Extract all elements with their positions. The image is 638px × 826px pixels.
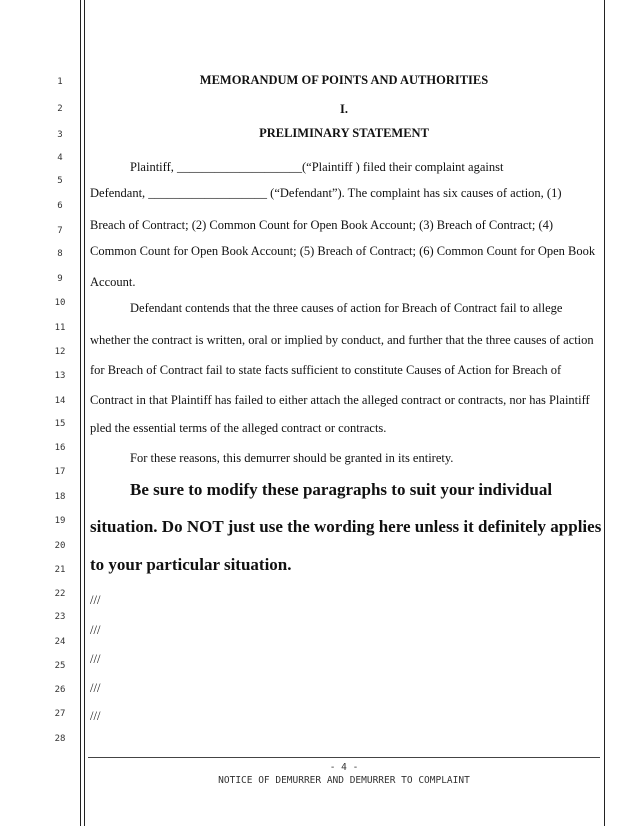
paragraph-line: Defendant contends that the three causes of action for Breach of Contract fail to allege (130, 301, 563, 315)
slash-line: /// (90, 623, 101, 637)
instruction-note-line: Be sure to modify these paragraphs to suit your individual (130, 480, 553, 499)
slash-line: /// (90, 709, 101, 723)
line-number: 7 (57, 226, 63, 236)
line-number: 23 (54, 612, 66, 622)
left-margin-rule-inner (84, 0, 85, 826)
paragraph-line: Account. (90, 275, 136, 289)
left-margin-rule-outer (80, 0, 81, 826)
line-number: 14 (54, 396, 66, 406)
slash-line: /// (90, 652, 101, 666)
footer-caption: NOTICE OF DEMURRER AND DEMURRER TO COMPLAINT (218, 775, 470, 786)
section-number: I. (340, 102, 348, 116)
paragraph-line: Common Count for Open Book Account; (5) Breach of Contract; (6) Common Count for Open Book (90, 244, 596, 258)
instruction-note-line: to your particular situation. (90, 555, 292, 574)
paragraph-line: Plaintiff, ____________________(“Plaintiff ) filed their complaint against (130, 160, 504, 174)
line-number: 26 (54, 685, 66, 695)
line-number: 17 (54, 467, 66, 477)
line-number: 8 (57, 249, 63, 259)
line-number: 4 (57, 153, 63, 163)
line-number: 5 (57, 176, 63, 186)
line-number: 27 (54, 709, 66, 719)
line-number: 16 (54, 443, 66, 453)
line-number: 3 (57, 130, 63, 140)
line-number: 15 (54, 419, 66, 429)
line-number: 12 (54, 347, 66, 357)
line-number: 22 (54, 589, 66, 599)
line-number: 18 (54, 492, 66, 502)
line-number: 20 (54, 541, 66, 551)
line-number: 28 (54, 734, 66, 744)
line-number: 11 (54, 323, 66, 333)
paragraph-line: whether the contract is written, oral or implied by conduct, and further that the three causes of action (90, 333, 594, 347)
line-number: 9 (57, 274, 63, 284)
paragraph-line: For these reasons, this demurrer should be granted in its entirety. (130, 451, 454, 465)
right-margin-rule (604, 0, 605, 826)
instruction-note-line: situation. Do NOT just use the wording here unless it definitely applies (90, 517, 602, 536)
paragraph-line: Breach of Contract; (2) Common Count for Open Book Account; (3) Breach of Contract; (4) (90, 218, 554, 232)
slash-line: /// (90, 593, 101, 607)
paragraph-line: for Breach of Contract fail to state facts sufficient to constitute Causes of Action for Breach of (90, 363, 562, 377)
line-number: 13 (54, 371, 66, 381)
paragraph-line: pled the essential terms of the alleged contract or contracts. (90, 421, 387, 435)
slash-line: /// (90, 681, 101, 695)
footer-rule (88, 757, 600, 758)
line-number: 2 (57, 104, 63, 114)
section-title: PRELIMINARY STATEMENT (259, 126, 429, 140)
line-number: 6 (57, 201, 63, 211)
page-number: - 4 - (329, 762, 359, 773)
paragraph-line: Defendant, ___________________ (“Defendant”). The complaint has six causes of action, (1) (90, 186, 562, 200)
paragraph-line: Contract in that Plaintiff has failed to either attach the alleged contract or contracts, nor has Plaintiff (90, 393, 590, 407)
memorandum-title: MEMORANDUM OF POINTS AND AUTHORITIES (199, 73, 489, 87)
line-number: 25 (54, 661, 66, 671)
line-number: 19 (54, 516, 66, 526)
line-number: 1 (57, 77, 63, 87)
line-number: 21 (54, 565, 66, 575)
line-number: 24 (54, 637, 66, 647)
line-number: 10 (54, 298, 66, 308)
